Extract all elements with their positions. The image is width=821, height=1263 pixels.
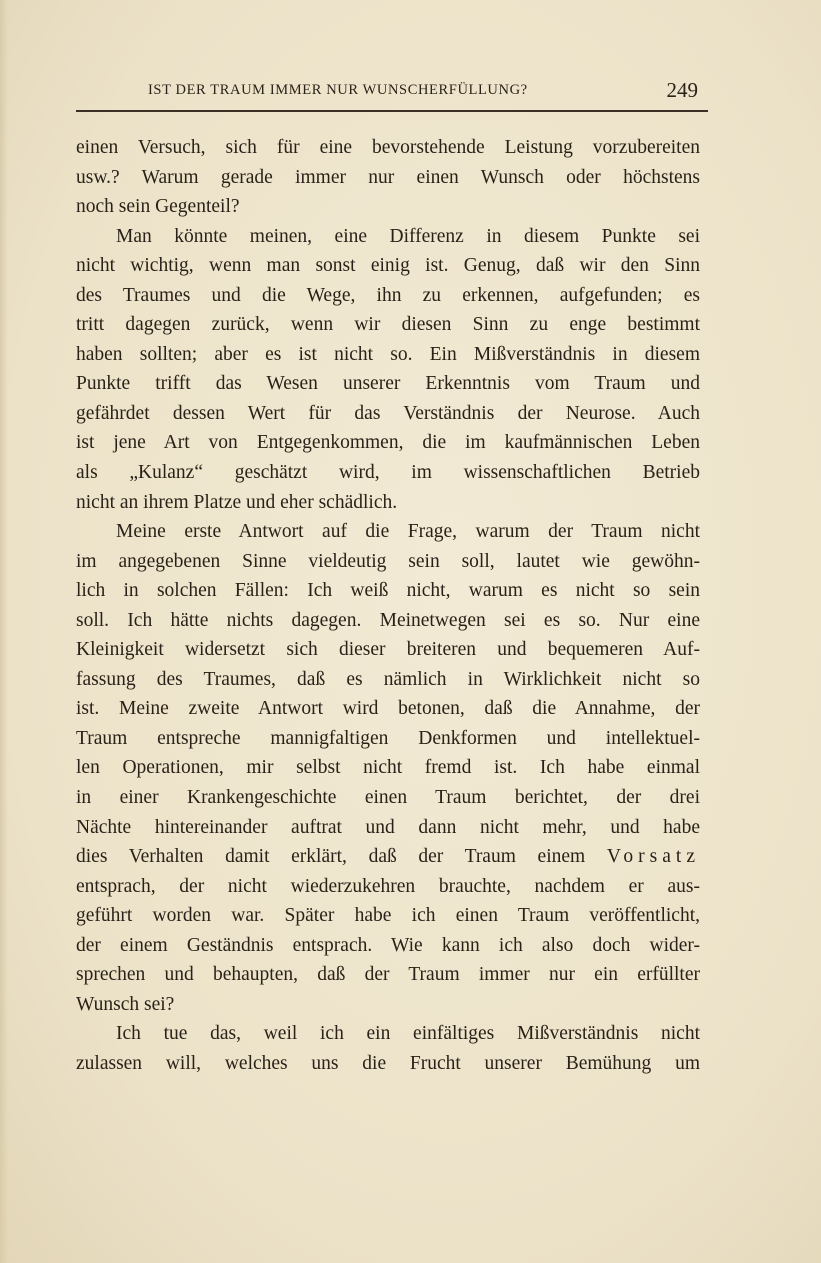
paragraph-start-line: Meine erste Antwort auf die Frage, warum der Traum nicht xyxy=(116,521,700,543)
text-line-start: dies Verhalten damit erklärt, daß der Traum einem xyxy=(76,846,586,868)
text-line: zulassen will, welches uns die Frucht unserer Bemühung um xyxy=(76,1052,700,1074)
text-line: Kleinigkeit widersetzt sich dieser breiteren und bequemeren Auf- xyxy=(76,639,700,661)
text-line: des Traumes und die Wege, ihn zu erkennen, aufgefunden; es xyxy=(76,284,700,306)
paragraph-start-line: Man könnte meinen, eine Differenz in diesem Punkte sei xyxy=(116,225,700,247)
text-line: soll. Ich hätte nichts dagegen. Meinetwegen sei es so. Nur eine xyxy=(76,609,700,631)
text-line: fassung des Traumes, daß es nämlich in Wirklichkeit nicht so xyxy=(76,668,700,690)
text-line: gefährdet dessen Wert für das Verständnis der Neurose. Auch xyxy=(76,402,700,424)
text-line: haben sollten; aber es ist nicht so. Ein Mißverständnis in diesem xyxy=(76,343,700,365)
text-line: lich in solchen Fällen: Ich weiß nicht, warum es nicht so sein xyxy=(76,580,700,602)
page-edge-shadow xyxy=(0,0,8,1263)
text-line: entsprach, der nicht wiederzukehren brauchte, nachdem er aus- xyxy=(76,875,700,897)
body-text xyxy=(76,133,700,1079)
text-line: Punkte trifft das Wesen unserer Erkenntnis vom Traum und xyxy=(76,373,700,395)
text-line: als „Kulanz“ geschätzt wird, im wissenschaftlichen Betrieb xyxy=(76,462,700,484)
text-line: ist. Meine zweite Antwort wird betonen, daß die Annahme, der xyxy=(76,698,700,720)
text-line: noch sein Gegenteil? xyxy=(76,196,240,218)
text-line: nicht an ihrem Platze und eher schädlich. xyxy=(76,491,398,513)
running-head: IST DER TRAUM IMMER NUR WUNSCHERFÜLLUNG? xyxy=(148,82,528,98)
paragraph-start-line: Ich tue das, weil ich ein einfältiges Mißverständnis nicht xyxy=(116,1023,700,1045)
text-line: Traum entspreche mannigfaltigen Denkformen und intellektuel- xyxy=(76,727,700,749)
text-line: im angegebenen Sinne vieldeutig sein soll, lautet wie gewöhn- xyxy=(76,550,700,572)
text-line: geführt worden war. Später habe ich einen Traum veröffentlicht, xyxy=(76,905,700,927)
text-line: der einem Geständnis entsprach. Wie kann ich also doch wider- xyxy=(76,934,700,956)
text-line: Nächte hintereinander auftrat und dann nicht mehr, und habe xyxy=(76,816,700,838)
text-line-with-emphasis xyxy=(76,842,700,872)
page-number: 249 xyxy=(666,78,698,102)
text-line: ist jene Art von Entgegenkommen, die im kaufmännischen Leben xyxy=(76,432,700,454)
page-header xyxy=(76,80,708,112)
text-line: tritt dagegen zurück, wenn wir diesen Sinn zu enge bestimmt xyxy=(76,314,700,336)
text-line: Wunsch sei? xyxy=(76,993,175,1015)
text-line: sprechen und behaupten, daß der Traum immer nur ein erfüllter xyxy=(76,964,700,986)
text-line: usw.? Warum gerade immer nur einen Wunsch oder höchstens xyxy=(76,166,700,188)
text-line: einen Versuch, sich für eine bevorstehende Leistung vorzubereiten xyxy=(76,137,700,158)
text-line: len Operationen, mir selbst nicht fremd ist. Ich habe einmal xyxy=(76,757,700,779)
text-line: nicht wichtig, wenn man sonst einig ist. Genug, daß wir den Sinn xyxy=(76,255,700,277)
text-line: in einer Krankengeschichte einen Traum berichtet, der drei xyxy=(76,787,700,809)
spaced-emphasis-word: Vorsatz xyxy=(606,846,700,868)
